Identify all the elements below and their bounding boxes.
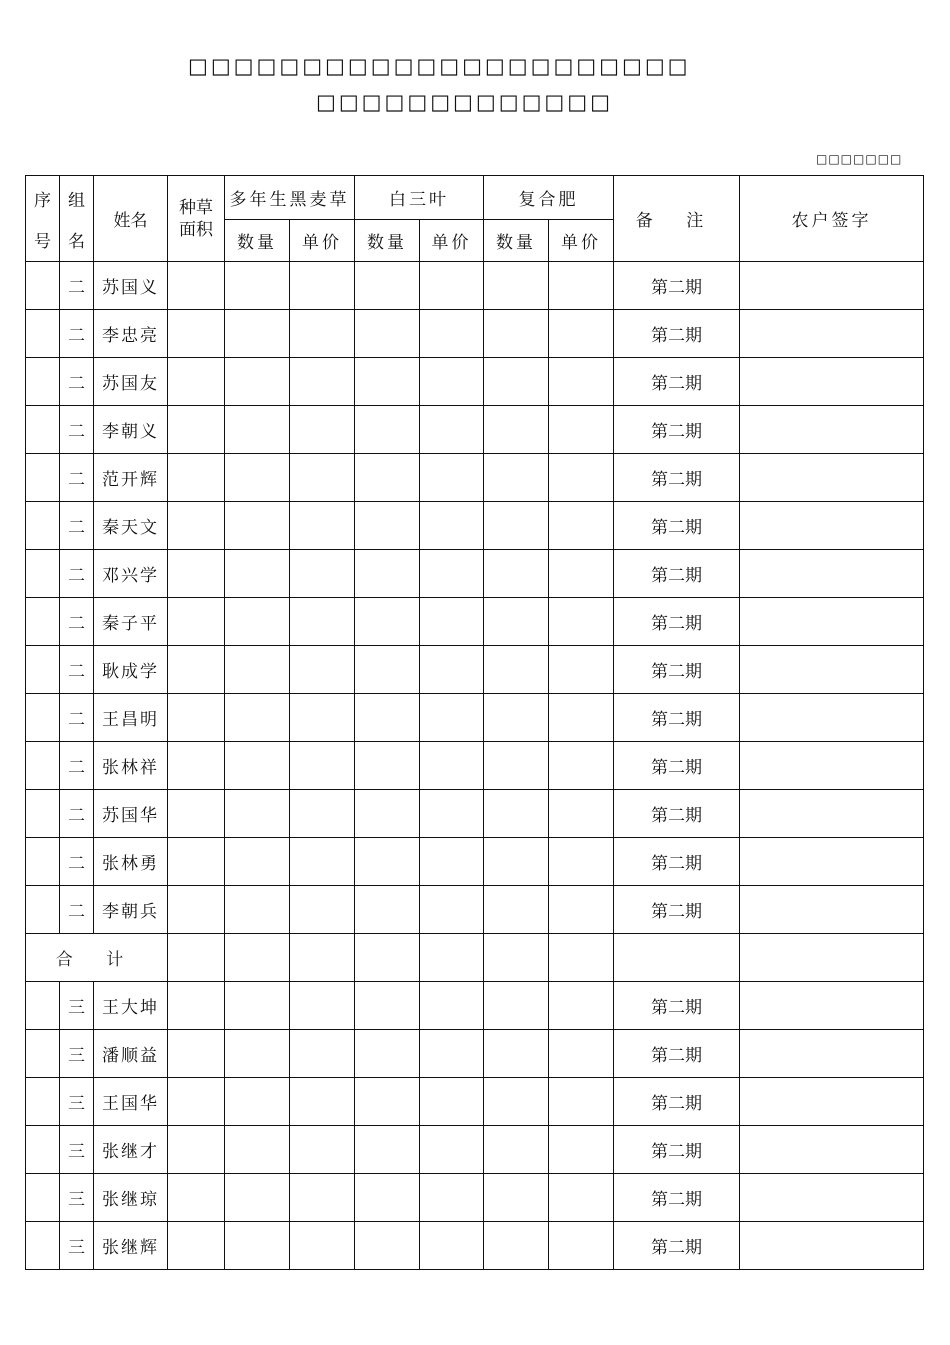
group-cell: 二 [60,550,94,598]
fertilizer-price-cell [549,598,614,646]
area-cell [168,406,225,454]
farmer-name-cell: 王国华 [94,1078,168,1126]
fertilizer-qty-cell [484,838,549,886]
group-cell: 二 [60,742,94,790]
ryegrass-qty-cell [225,550,290,598]
ryegrass-price-cell [290,550,355,598]
fertilizer-qty-cell [484,502,549,550]
ryegrass-price-cell [290,742,355,790]
seq-cell [26,838,60,886]
clover-qty-cell [355,358,420,406]
header-clover: 白三叶 [355,176,484,220]
clover-price-cell [420,1222,484,1270]
group-cell: 二 [60,646,94,694]
ryegrass-price-cell [290,598,355,646]
distribution-table [25,175,924,1270]
fertilizer-price-cell [549,694,614,742]
seq-cell [26,646,60,694]
farmer-name-cell: 耿成学 [94,646,168,694]
farmer-name-cell: 张继琼 [94,1174,168,1222]
fertilizer-price-cell [549,838,614,886]
area-cell [168,982,225,1030]
group-cell: 二 [60,502,94,550]
ryegrass-price-cell [290,1030,355,1078]
remark-cell: 第二期 [614,1078,740,1126]
unit-note: □□□□□□□ [816,152,903,166]
header-remark: 备 注 [614,176,740,262]
subtotal-cell [420,934,484,982]
table-row [26,358,924,406]
clover-qty-cell [355,406,420,454]
remark-cell: 第二期 [614,550,740,598]
ryegrass-qty-cell [225,1078,290,1126]
area-cell [168,358,225,406]
ryegrass-price-cell [290,982,355,1030]
signature-cell [740,1174,924,1222]
area-cell [168,886,225,934]
remark-cell: 第二期 [614,502,740,550]
table-row [26,310,924,358]
clover-qty-cell [355,1030,420,1078]
ryegrass-price-cell [290,454,355,502]
farmer-name-cell: 张继辉 [94,1222,168,1270]
clover-qty-cell [355,598,420,646]
ryegrass-qty-cell [225,646,290,694]
subtotal-cell [614,934,740,982]
fertilizer-price-cell [549,886,614,934]
fertilizer-qty-cell [484,310,549,358]
ryegrass-qty-cell [225,742,290,790]
subtotal-cell [740,934,924,982]
area-cell [168,502,225,550]
clover-qty-cell [355,1078,420,1126]
ryegrass-qty-cell [225,406,290,454]
fertilizer-qty-cell [484,742,549,790]
clover-price-cell [420,502,484,550]
signature-cell [740,598,924,646]
farmer-name-cell: 李朝义 [94,406,168,454]
group-cell: 三 [60,1126,94,1174]
clover-price-cell [420,1126,484,1174]
farmer-name-cell: 苏国友 [94,358,168,406]
fertilizer-qty-cell [484,598,549,646]
clover-price-cell [420,646,484,694]
header-clover-price: 单价 [420,220,484,262]
group-cell: 二 [60,454,94,502]
fertilizer-qty-cell [484,358,549,406]
signature-cell [740,886,924,934]
remark-cell: 第二期 [614,1222,740,1270]
subtotal-row [26,934,924,982]
fertilizer-price-cell [549,1126,614,1174]
ryegrass-price-cell [290,790,355,838]
clover-price-cell [420,358,484,406]
farmer-name-cell: 苏国华 [94,790,168,838]
header-group-bottom: 名 [68,231,85,252]
fertilizer-price-cell [549,1030,614,1078]
fertilizer-qty-cell [484,550,549,598]
clover-qty-cell [355,310,420,358]
seq-cell [26,790,60,838]
area-cell [168,310,225,358]
fertilizer-qty-cell [484,262,549,310]
ryegrass-qty-cell [225,454,290,502]
header-signature: 农户签字 [740,176,924,262]
area-cell [168,262,225,310]
table-row [26,1126,924,1174]
subtotal-cell [549,934,614,982]
signature-cell [740,454,924,502]
seq-cell [26,598,60,646]
clover-price-cell [420,550,484,598]
ryegrass-price-cell [290,1078,355,1126]
ryegrass-price-cell [290,358,355,406]
table-row [26,1030,924,1078]
farmer-name-cell: 苏国义 [94,262,168,310]
clover-price-cell [420,886,484,934]
header-ryegrass-qty: 数量 [225,220,290,262]
farmer-name-cell: 邓兴学 [94,550,168,598]
table-row [26,550,924,598]
fertilizer-qty-cell [484,1030,549,1078]
seq-cell [26,262,60,310]
ryegrass-qty-cell [225,502,290,550]
signature-cell [740,406,924,454]
header-area-line1: 种草 [179,197,213,218]
table-row [26,790,924,838]
ryegrass-qty-cell [225,982,290,1030]
remark-cell: 第二期 [614,982,740,1030]
signature-cell [740,982,924,1030]
group-cell: 二 [60,886,94,934]
ryegrass-qty-cell [225,598,290,646]
subtotal-cell [290,934,355,982]
clover-qty-cell [355,1126,420,1174]
fertilizer-qty-cell [484,1174,549,1222]
seq-cell [26,502,60,550]
table-row [26,262,924,310]
group-cell: 三 [60,982,94,1030]
fertilizer-qty-cell [484,1078,549,1126]
area-cell [168,550,225,598]
remark-cell: 第二期 [614,1030,740,1078]
fertilizer-price-cell [549,310,614,358]
fertilizer-qty-cell [484,454,549,502]
clover-qty-cell [355,742,420,790]
area-cell [168,1078,225,1126]
clover-price-cell [420,406,484,454]
fertilizer-price-cell [549,550,614,598]
ryegrass-qty-cell [225,694,290,742]
area-cell [168,1222,225,1270]
ryegrass-qty-cell [225,262,290,310]
seq-cell [26,694,60,742]
seq-cell [26,550,60,598]
ryegrass-price-cell [290,1126,355,1174]
farmer-name-cell: 张继才 [94,1126,168,1174]
ryegrass-qty-cell [225,310,290,358]
seq-cell [26,742,60,790]
fertilizer-qty-cell [484,694,549,742]
ryegrass-qty-cell [225,1222,290,1270]
ryegrass-qty-cell [225,790,290,838]
farmer-name-cell: 范开辉 [94,454,168,502]
table-row [26,1078,924,1126]
fertilizer-price-cell [549,1174,614,1222]
table-row [26,598,924,646]
remark-cell: 第二期 [614,790,740,838]
clover-qty-cell [355,550,420,598]
remark-cell: 第二期 [614,1174,740,1222]
group-cell: 三 [60,1030,94,1078]
group-cell: 二 [60,358,94,406]
signature-cell [740,742,924,790]
clover-price-cell [420,262,484,310]
remark-cell: 第二期 [614,598,740,646]
signature-cell [740,838,924,886]
fertilizer-price-cell [549,1078,614,1126]
ryegrass-qty-cell [225,838,290,886]
area-cell [168,646,225,694]
header-ryegrass-price: 单价 [290,220,355,262]
table-row [26,1222,924,1270]
remark-cell: 第二期 [614,1126,740,1174]
ryegrass-qty-cell [225,886,290,934]
group-cell: 二 [60,790,94,838]
header-clover-qty: 数量 [355,220,420,262]
ryegrass-price-cell [290,406,355,454]
table-row [26,982,924,1030]
table-row [26,838,924,886]
area-cell [168,1174,225,1222]
clover-price-cell [420,454,484,502]
remark-cell: 第二期 [614,838,740,886]
clover-qty-cell [355,838,420,886]
header-seq [26,176,60,262]
seq-cell [26,982,60,1030]
seq-cell [26,454,60,502]
remark-cell: 第二期 [614,358,740,406]
ryegrass-qty-cell [225,1126,290,1174]
clover-price-cell [420,1174,484,1222]
remark-cell: 第二期 [614,886,740,934]
signature-cell [740,1078,924,1126]
clover-qty-cell [355,1222,420,1270]
seq-cell [26,1222,60,1270]
remark-cell: 第二期 [614,742,740,790]
header-ryegrass: 多年生黑麦草 [225,176,355,220]
farmer-name-cell: 张林祥 [94,742,168,790]
group-cell: 三 [60,1174,94,1222]
header-row-1 [26,176,924,220]
seq-cell [26,886,60,934]
signature-cell [740,262,924,310]
ryegrass-price-cell [290,1174,355,1222]
ryegrass-price-cell [290,694,355,742]
signature-cell [740,1126,924,1174]
header-fertilizer: 复合肥 [484,176,614,220]
clover-price-cell [420,838,484,886]
signature-cell [740,790,924,838]
clover-qty-cell [355,790,420,838]
ryegrass-price-cell [290,646,355,694]
fertilizer-qty-cell [484,646,549,694]
farmer-name-cell: 王昌明 [94,694,168,742]
fertilizer-price-cell [549,406,614,454]
seq-cell [26,1030,60,1078]
remark-cell: 第二期 [614,310,740,358]
signature-cell [740,358,924,406]
header-fertilizer-qty: 数量 [484,220,549,262]
header-area [168,176,225,262]
seq-cell [26,1126,60,1174]
group-cell: 三 [60,1078,94,1126]
ryegrass-price-cell [290,1222,355,1270]
fertilizer-price-cell [549,982,614,1030]
header-seq-bottom: 号 [34,231,51,252]
remark-cell: 第二期 [614,694,740,742]
area-cell [168,838,225,886]
clover-qty-cell [355,1174,420,1222]
table-row [26,742,924,790]
area-cell [168,694,225,742]
fertilizer-price-cell [549,742,614,790]
table-row [26,1174,924,1222]
farmer-name-cell: 王大坤 [94,982,168,1030]
farmer-name-cell: 秦子平 [94,598,168,646]
clover-price-cell [420,742,484,790]
ryegrass-qty-cell [225,358,290,406]
header-group-top: 组 [68,190,85,211]
clover-qty-cell [355,886,420,934]
fertilizer-qty-cell [484,1126,549,1174]
table-row [26,886,924,934]
fertilizer-price-cell [549,1222,614,1270]
remark-cell: 第二期 [614,646,740,694]
clover-price-cell [420,694,484,742]
clover-qty-cell [355,454,420,502]
farmer-name-cell: 潘顺益 [94,1030,168,1078]
area-cell [168,454,225,502]
clover-price-cell [420,982,484,1030]
area-cell [168,742,225,790]
seq-cell [26,406,60,454]
farmer-name-cell: 李朝兵 [94,886,168,934]
clover-price-cell [420,310,484,358]
clover-price-cell [420,790,484,838]
farmer-name-cell: 秦天文 [94,502,168,550]
table-row [26,502,924,550]
fertilizer-price-cell [549,262,614,310]
clover-price-cell [420,1030,484,1078]
seq-cell [26,358,60,406]
group-cell: 二 [60,598,94,646]
group-cell: 二 [60,406,94,454]
remark-cell: 第二期 [614,454,740,502]
remark-cell: 第二期 [614,262,740,310]
table-row [26,406,924,454]
form-title-line1: □□□□□□□□□□□□□□□□□□□□□□ [188,54,691,78]
clover-qty-cell [355,646,420,694]
signature-cell [740,310,924,358]
subtotal-cell [168,934,225,982]
area-cell [168,598,225,646]
seq-cell [26,1078,60,1126]
fertilizer-price-cell [549,358,614,406]
remark-cell: 第二期 [614,406,740,454]
group-cell: 二 [60,262,94,310]
area-cell [168,790,225,838]
ryegrass-qty-cell [225,1030,290,1078]
clover-qty-cell [355,694,420,742]
group-cell: 三 [60,1222,94,1270]
farmer-name-cell: 李忠亮 [94,310,168,358]
signature-cell [740,1030,924,1078]
ryegrass-price-cell [290,886,355,934]
signature-cell [740,646,924,694]
clover-qty-cell [355,502,420,550]
area-cell [168,1030,225,1078]
signature-cell [740,694,924,742]
fertilizer-price-cell [549,454,614,502]
ryegrass-price-cell [290,838,355,886]
subtotal-label: 合 计 [26,934,168,982]
header-fertilizer-price: 单价 [549,220,614,262]
fertilizer-qty-cell [484,406,549,454]
header-group [60,176,94,262]
form-title-line2: □□□□□□□□□□□□□ [316,90,613,114]
group-cell: 二 [60,838,94,886]
seq-cell [26,310,60,358]
fertilizer-qty-cell [484,790,549,838]
fertilizer-price-cell [549,646,614,694]
table-row [26,454,924,502]
signature-cell [740,550,924,598]
header-area-line2: 面积 [179,219,213,240]
group-cell: 二 [60,694,94,742]
header-seq-top: 序 [34,190,51,211]
ryegrass-price-cell [290,502,355,550]
seq-cell [26,1174,60,1222]
subtotal-cell [225,934,290,982]
table-row [26,646,924,694]
fertilizer-qty-cell [484,1222,549,1270]
table-row [26,694,924,742]
ryegrass-price-cell [290,262,355,310]
clover-qty-cell [355,262,420,310]
clover-price-cell [420,598,484,646]
signature-cell [740,1222,924,1270]
fertilizer-price-cell [549,790,614,838]
ryegrass-qty-cell [225,1174,290,1222]
fertilizer-qty-cell [484,982,549,1030]
subtotal-cell [355,934,420,982]
farmer-name-cell: 张林勇 [94,838,168,886]
fertilizer-qty-cell [484,886,549,934]
area-cell [168,1126,225,1174]
clover-price-cell [420,1078,484,1126]
fertilizer-price-cell [549,502,614,550]
signature-cell [740,502,924,550]
subtotal-cell [484,934,549,982]
header-name: 姓名 [94,176,168,262]
clover-qty-cell [355,982,420,1030]
group-cell: 二 [60,310,94,358]
ryegrass-price-cell [290,310,355,358]
